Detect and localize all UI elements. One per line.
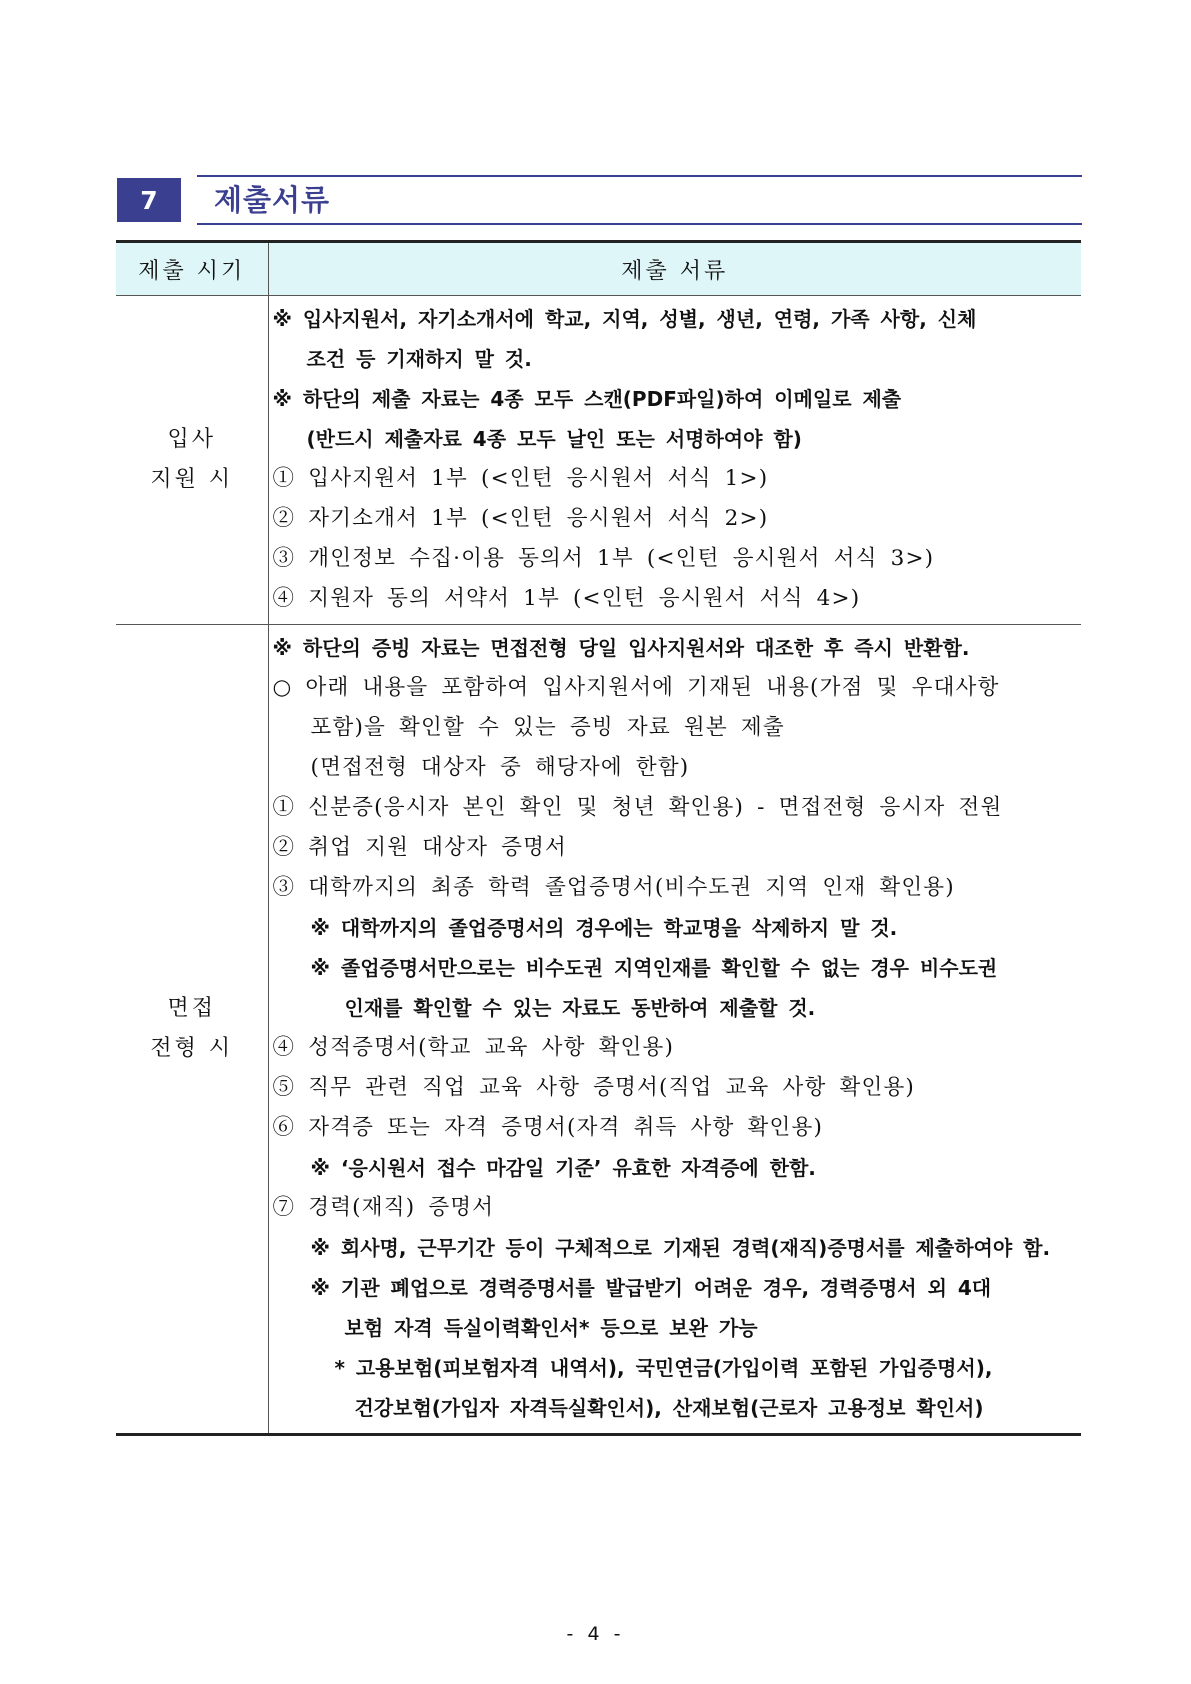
when-line: 면접: [167, 996, 216, 1021]
section-header: [117, 175, 1082, 225]
page-number: - 4 -: [566, 1623, 625, 1645]
doc-footnote: 건강보험(가입자 자격득실확인서), 산재보험(근로자 고용정보 확인서): [354, 1396, 984, 1420]
when-line: 입사: [167, 427, 216, 452]
doc-note: ※ 졸업증명서만으로는 비수도권 지역인재를 확인할 수 없는 경우 비수도권: [310, 956, 998, 980]
doc-item: ④ 지원자 동의 서약서 1부 (<인턴 응시원서 서식 4>): [272, 586, 861, 611]
row-docs-application: [268, 296, 1081, 625]
row-when-application: [116, 296, 268, 625]
doc-note: ※ 입사지원서, 자기소개서에 학교, 지역, 성별, 생년, 연령, 가족 사항, 신체: [272, 307, 977, 331]
documents-table: [116, 240, 1081, 1436]
doc-item: ③ 개인정보 수집·이용 동의서 1부 (<인턴 응시원서 서식 3>): [272, 546, 935, 571]
doc-item: ② 자기소개서 1부 (<인턴 응시원서 서식 2>): [272, 506, 769, 531]
table-row: [116, 625, 1081, 1435]
doc-item: ③ 대학까지의 최종 학력 졸업증명서(비수도권 지역 인재 확인용): [272, 875, 955, 900]
row-docs-interview: [268, 625, 1081, 1435]
doc-note: ※ 기관 폐업으로 경력증명서를 발급받기 어려운 경우, 경력증명서 외 4대: [310, 1276, 992, 1300]
doc-item: ① 입사지원서 1부 (<인턴 응시원서 서식 1>): [272, 466, 769, 491]
doc-item: ④ 성적증명서(학교 교육 사항 확인용): [272, 1035, 675, 1060]
doc-note: ※ 하단의 제출 자료는 4종 모두 스캔(PDF파일)하여 이메일로 제출: [272, 387, 902, 411]
section-number: 7: [117, 178, 181, 222]
doc-item: ⑥ 자격증 또는 자격 증명서(자격 취득 사항 확인용): [272, 1115, 824, 1140]
when-line: 전형 시: [150, 1036, 234, 1061]
header-rule-bottom: [197, 223, 1082, 225]
when-line: 지원 시: [150, 467, 234, 492]
doc-item: ② 취업 지원 대상자 증명서: [272, 835, 568, 860]
doc-item: (면접전형 대상자 중 해당자에 한함): [310, 755, 690, 780]
doc-note: ※ 회사명, 근무기간 등이 구체적으로 기재된 경력(재직)증명서를 제출하여야 함.: [310, 1236, 1051, 1260]
table-header-row: [116, 242, 1081, 296]
row-when-interview: [116, 625, 268, 1435]
doc-note: 인재를 확인할 수 있는 자료도 동반하여 제출할 것.: [344, 996, 816, 1020]
doc-item: ① 신분증(응시자 본인 확인 및 청년 확인용) - 면접전형 응시자 전원: [272, 795, 1003, 820]
doc-item: ○ 아래 내용을 포함하여 입사지원서에 기재된 내용(가점 및 우대사항: [272, 675, 1000, 700]
doc-note: (반드시 제출자료 4종 모두 날인 또는 서명하여야 함): [306, 427, 802, 451]
doc-footnote: * 고용보험(피보험자격 내역서), 국민연금(가입이력 포함된 가입증명서),: [334, 1356, 993, 1380]
section-title: 제출서류: [214, 183, 331, 217]
doc-note: ※ 하단의 증빙 자료는 면접전형 당일 입사지원서와 대조한 후 즉시 반환함.: [272, 636, 970, 660]
header-rule-top: [197, 175, 1082, 177]
table-row: [116, 296, 1081, 625]
doc-note: 조건 등 기재하지 말 것.: [306, 347, 532, 371]
doc-note: ※ 대학까지의 졸업증명서의 경우에는 학교명을 삭제하지 말 것.: [310, 916, 898, 940]
doc-item: ⑦ 경력(재직) 증명서: [272, 1195, 495, 1220]
doc-item: ⑤ 직무 관련 직업 교육 사항 증명서(직업 교육 사항 확인용): [272, 1075, 916, 1100]
doc-item: 포함)을 확인할 수 있는 증빙 자료 원본 제출: [310, 715, 785, 740]
doc-note: 보험 자격 득실이력확인서* 등으로 보완 가능: [344, 1316, 758, 1340]
header-when: 제출 시기: [116, 242, 268, 296]
doc-note: ※ ‘응시원서 접수 마감일 기준’ 유효한 자격증에 한함.: [310, 1156, 816, 1180]
header-docs: 제출 서류: [268, 242, 1081, 296]
